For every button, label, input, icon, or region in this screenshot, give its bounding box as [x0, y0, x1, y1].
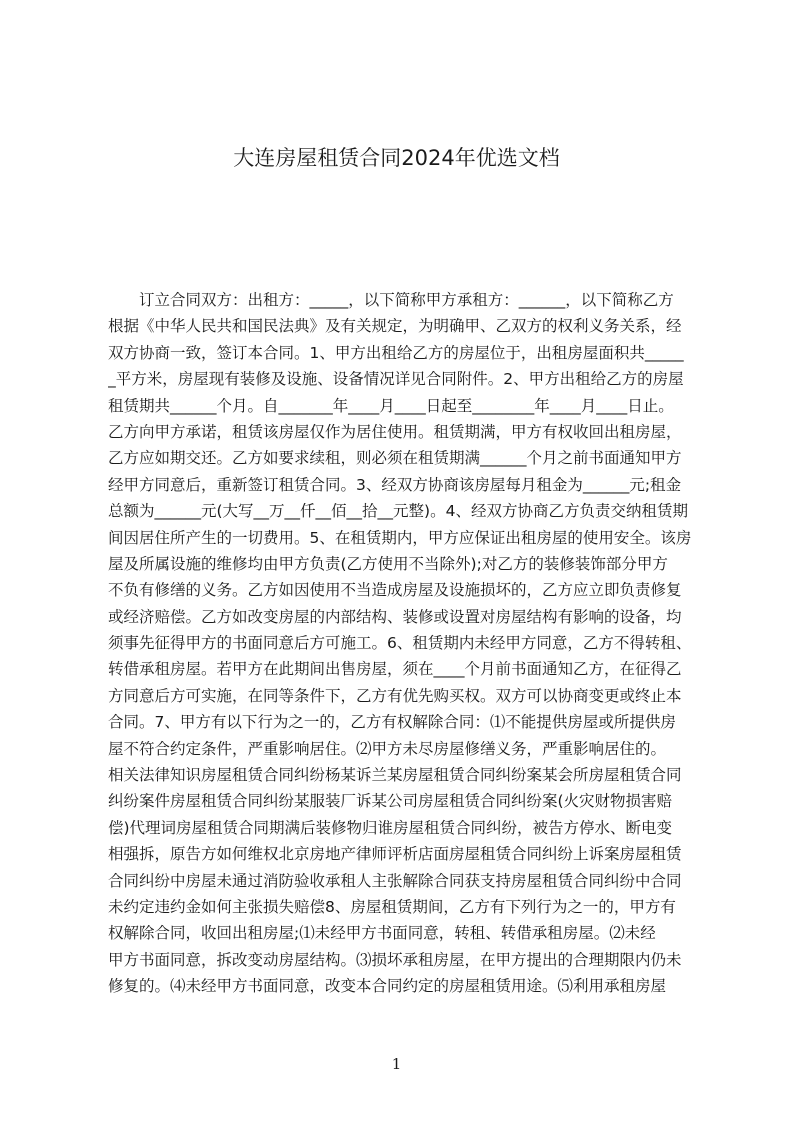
body-line: 乙方应如期交还。乙方如要求续租，则必须在租赁期满______个月之前书面通知甲方 — [108, 449, 682, 468]
body-line: 相关法律知识房屋租赁合同纠纷杨某诉兰某房屋租赁合同纠纷案某会所房屋租赁合同 — [108, 766, 682, 785]
body-line: 合同。7、甲方有以下行为之一的，乙方有权解除合同：⑴不能提供房屋或所提供房 — [108, 713, 676, 732]
body-line: 方同意后方可实施，在同等条件下，乙方有优先购买权。双方可以协商变更或终止本 — [108, 686, 682, 705]
body-line: 订立合同双方：出租方：_____，以下简称甲方承租方：______，以下简称乙方 — [139, 291, 674, 309]
body-line: 修复的。⑷未经甲方书面同意，改变本合同约定的房屋租赁用途。⑸利用承租房屋 — [108, 977, 667, 996]
body-line: 总额为______元(大写__万__仟__佰__拾__元整)。4、经双方协商乙方负责交纳租赁期 — [108, 502, 688, 521]
body-line: 不负有修缮的义务。乙方如因使用不当造成房屋及设施损坏的，乙方应立即负责修复 — [108, 581, 682, 600]
body-line: 屋不符合约定条件，严重影响居住。⑵甲方未尽房屋修缮义务，严重影响居住的。 — [108, 739, 667, 758]
body-line: 偿)代理词房屋租赁合同期满后装修物归谁房屋租赁合同纠纷，被告方停水、断电变 — [108, 818, 673, 837]
body-line: 权解除合同，收回出租房屋;⑴未经甲方书面同意，转租、转借承租房屋。⑵未经 — [108, 924, 656, 943]
body-line: 纠纷案件房屋租赁合同纠纷某服装厂诉某公司房屋租赁合同纠纷案(火灾财物损害赔 — [108, 792, 673, 811]
page-number: 1 — [391, 1055, 402, 1073]
body-line: _平方米，房屋现有装修及设施、设备情况详见合同附件。2、甲方出租给乙方的房屋 — [108, 370, 684, 389]
body-line: 乙方向甲方承诺，租赁该房屋仅作为居住使用。租赁期满，甲方有权收回出租房屋， — [108, 422, 682, 441]
body-line: 相强拆，原告方如何维权北京房地产律师评析店面房屋租赁合同纠纷上诉案房屋租赁 — [108, 845, 682, 864]
body-line: 经甲方同意后，重新签订租赁合同。3、经双方协商该房屋每月租金为______元;租金 — [108, 475, 682, 494]
body-line: 双方协商一致，签订本合同。1、甲方出租给乙方的房屋位于，出租房屋面积共_____ — [108, 343, 684, 362]
document-body — [108, 287, 698, 1000]
body-line: 租赁期共______个月。自_______年____月____日起至________年____月____日止。 — [108, 396, 674, 415]
body-line: 根据《中华人民共和国民法典》及有关规定，为明确甲、乙双方的权利义务关系，经 — [108, 317, 682, 336]
body-line: 转借承租房屋。若甲方在此期间出售房屋，须在____个月前书面通知乙方，在征得乙 — [108, 660, 682, 679]
body-line: 合同纠纷中房屋未通过消防验收承租人主张解除合同获支持房屋租赁合同纠纷中合同 — [108, 871, 682, 890]
body-line: 甲方书面同意，拆改变动房屋结构。⑶损坏承租房屋，在甲方提出的合理期限内仍未 — [108, 950, 682, 969]
body-line: 屋及所属设施的维修均由甲方负责(乙方使用不当除外);对乙方的装修装饰部分甲方 — [108, 554, 668, 573]
body-line: 间因居住所产生的一切费用。5、在租赁期内，甲方应保证出租房屋的使用安全。该房 — [108, 528, 692, 547]
body-line: 未约定违约金如何主张损失赔偿8、房屋租赁期间，乙方有下列行为之一的，甲方有 — [108, 897, 676, 916]
body-line: 须事先征得甲方的书面同意后方可施工。6、租赁期内未经甲方同意，乙方不得转租、 — [108, 634, 692, 653]
body-line: 或经济赔偿。乙方如改变房屋的内部结构、装修或设置对房屋结构有影响的设备，均 — [108, 607, 682, 626]
document-title: 大连房屋租赁合同2024年优选文档 — [233, 146, 560, 170]
